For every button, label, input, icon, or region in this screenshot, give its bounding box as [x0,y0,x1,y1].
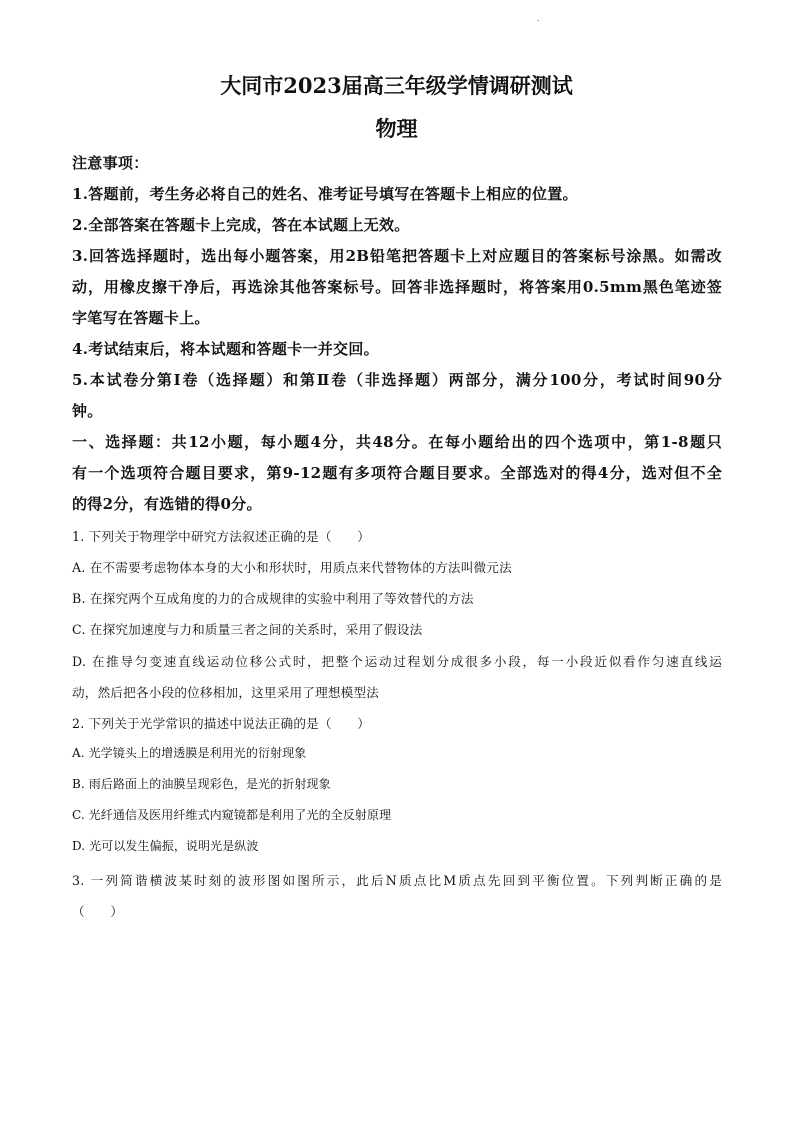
question-1-option-b: B. 在探究两个互成角度的力的合成规律的实验中利用了等效替代的方法 [72,591,474,606]
question-2-option-b: B. 雨后路面上的油膜呈现彩色，是光的折射现象 [72,777,331,791]
notice-item: 2.全部答案在答题卡上完成，答在本试题上无效。 [72,216,410,234]
notice-item: 字笔写在答题卡上。 [72,309,210,327]
notice-item: 3.回答选择题时，选出每小题答案，用2B铅笔把答题卡上对应题目的答案标号涂黑。如需改 [72,247,722,265]
notice-item: 动，用橡皮擦干净后，再选涂其他答案标号。回答非选择题时，将答案用0.5mm黑色笔迹签 [72,278,722,296]
notice-heading: 注意事项： [72,154,149,172]
section-instructions: 的得2分，有选错的得0分。 [72,495,262,513]
question-1-option-d-cont: 动，然后把各小段的位移相加，这里采用了理想模型法 [72,685,380,700]
exam-title: 大同市2023届高三年级学情调研测试 [220,73,573,98]
section-instructions: 一、选择题：共12小题，每小题4分，共48分。在每小题给出的四个选项中，第1-8题只 [72,433,722,451]
question-1-stem: 1. 下列关于物理学中研究方法叙述正确的是（ ） [72,529,371,544]
notice-item: 钟。 [72,402,103,420]
header-mark: . [537,14,540,23]
question-1-option-c: C. 在探究加速度与力和质量三者之间的关系时，采用了假设法 [72,622,423,637]
question-3-stem: 3. 一列简谐横波某时刻的波形图如图所示，此后N质点比M质点先回到平衡位置。下列判断正确的是 [72,873,722,888]
subject-title: 物理 [375,116,418,141]
question-3-paren: （ ） [72,904,124,919]
section-instructions: 有一个选项符合题目要求，第9-12题有多项符合题目要求。全部选对的得4分，选对但不全 [72,464,722,482]
notice-item: 4.考试结束后，将本试题和答题卡一并交回。 [72,340,379,358]
question-1-option-a: A. 在不需要考虑物体本身的大小和形状时，用质点来代替物体的方法叫微元法 [72,560,512,575]
notice-item: 5.本试卷分第Ⅰ卷（选择题）和第Ⅱ卷（非选择题）两部分，满分100分，考试时间90分 [72,371,722,389]
question-2-stem: 2. 下列关于光学常识的描述中说法正确的是（ ） [72,716,371,731]
question-2-option-c: C. 光纤通信及医用纤维式内窥镜都是利用了光的全反射原理 [72,808,392,822]
question-1-option-d: D. 在推导匀变速直线运动位移公式时，把整个运动过程划分成很多小段，每一小段近似看作匀速直线运 [72,654,722,669]
notice-item: 1.答题前，考生务必将自己的姓名、准考证号填写在答题卡上相应的位置。 [72,185,578,203]
question-2-option-d: D. 光可以发生偏振，说明光是纵波 [72,839,259,853]
question-2-option-a: A. 光学镜头上的增透膜是利用光的衍射现象 [72,746,307,760]
